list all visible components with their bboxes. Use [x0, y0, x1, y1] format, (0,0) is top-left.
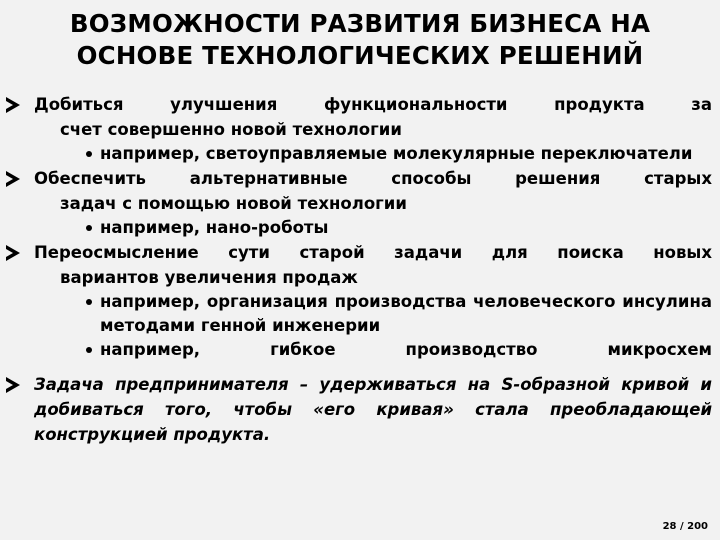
sub-bullet-item	[0, 142, 720, 166]
arrow-bullet-icon	[6, 171, 20, 187]
title-line-2: ОСНОВЕ ТЕХНОЛОГИЧЕСКИХ РЕШЕНИЙ	[76, 41, 644, 70]
conclusion-text: Задача предпринимателя – удерживаться на S-образной кривой и добиваться того, чтобы «его кривая» стала преобладающей конструкцией продукта.	[34, 375, 712, 444]
title-line-1: ВОЗМОЖНОСТИ РАЗВИТИЯ БИЗНЕСА НА	[69, 9, 651, 38]
sub-bullet-text: например, светоуправляемые молекулярные переключатели	[100, 144, 693, 163]
bullet-item	[0, 92, 720, 142]
dot-bullet-icon	[86, 151, 92, 157]
sub-bullet-item	[0, 216, 720, 240]
sub-bullet-item	[0, 290, 720, 338]
bullet-list	[0, 92, 720, 447]
bullet-item	[0, 240, 720, 290]
arrow-bullet-icon	[6, 97, 20, 113]
bullet-text-line-2: счет совершенно новой технологии	[60, 120, 402, 139]
bullet-text-line-1: Обеспечить альтернативные способы решения старых	[34, 169, 712, 188]
conclusion-item	[0, 372, 720, 447]
bullet-text-line-1: Добиться улучшения функциональности продукта за	[34, 95, 712, 114]
bullet-text-line-2: вариантов увеличения продаж	[60, 268, 358, 287]
bullet-item	[0, 166, 720, 216]
dot-bullet-icon	[86, 299, 92, 305]
sub-bullet-item	[0, 338, 720, 362]
dot-bullet-icon	[86, 225, 92, 231]
slide-title	[10, 8, 710, 72]
page-number: 28 / 200	[662, 521, 708, 532]
dot-bullet-icon	[86, 347, 92, 353]
sub-bullet-text: например, нано-роботы	[100, 218, 329, 237]
sub-bullet-text: например, гибкое производство микросхем	[100, 340, 712, 359]
arrow-bullet-icon	[6, 245, 20, 261]
bullet-text-line-2: задач с помощью новой технологии	[60, 194, 407, 213]
arrow-bullet-icon	[6, 377, 20, 393]
sub-bullet-text: например, организация производства человеческого инсулина методами генной инженерии	[100, 292, 712, 335]
bullet-text-line-1: Переосмысление сути старой задачи для поиска новых	[34, 243, 712, 262]
